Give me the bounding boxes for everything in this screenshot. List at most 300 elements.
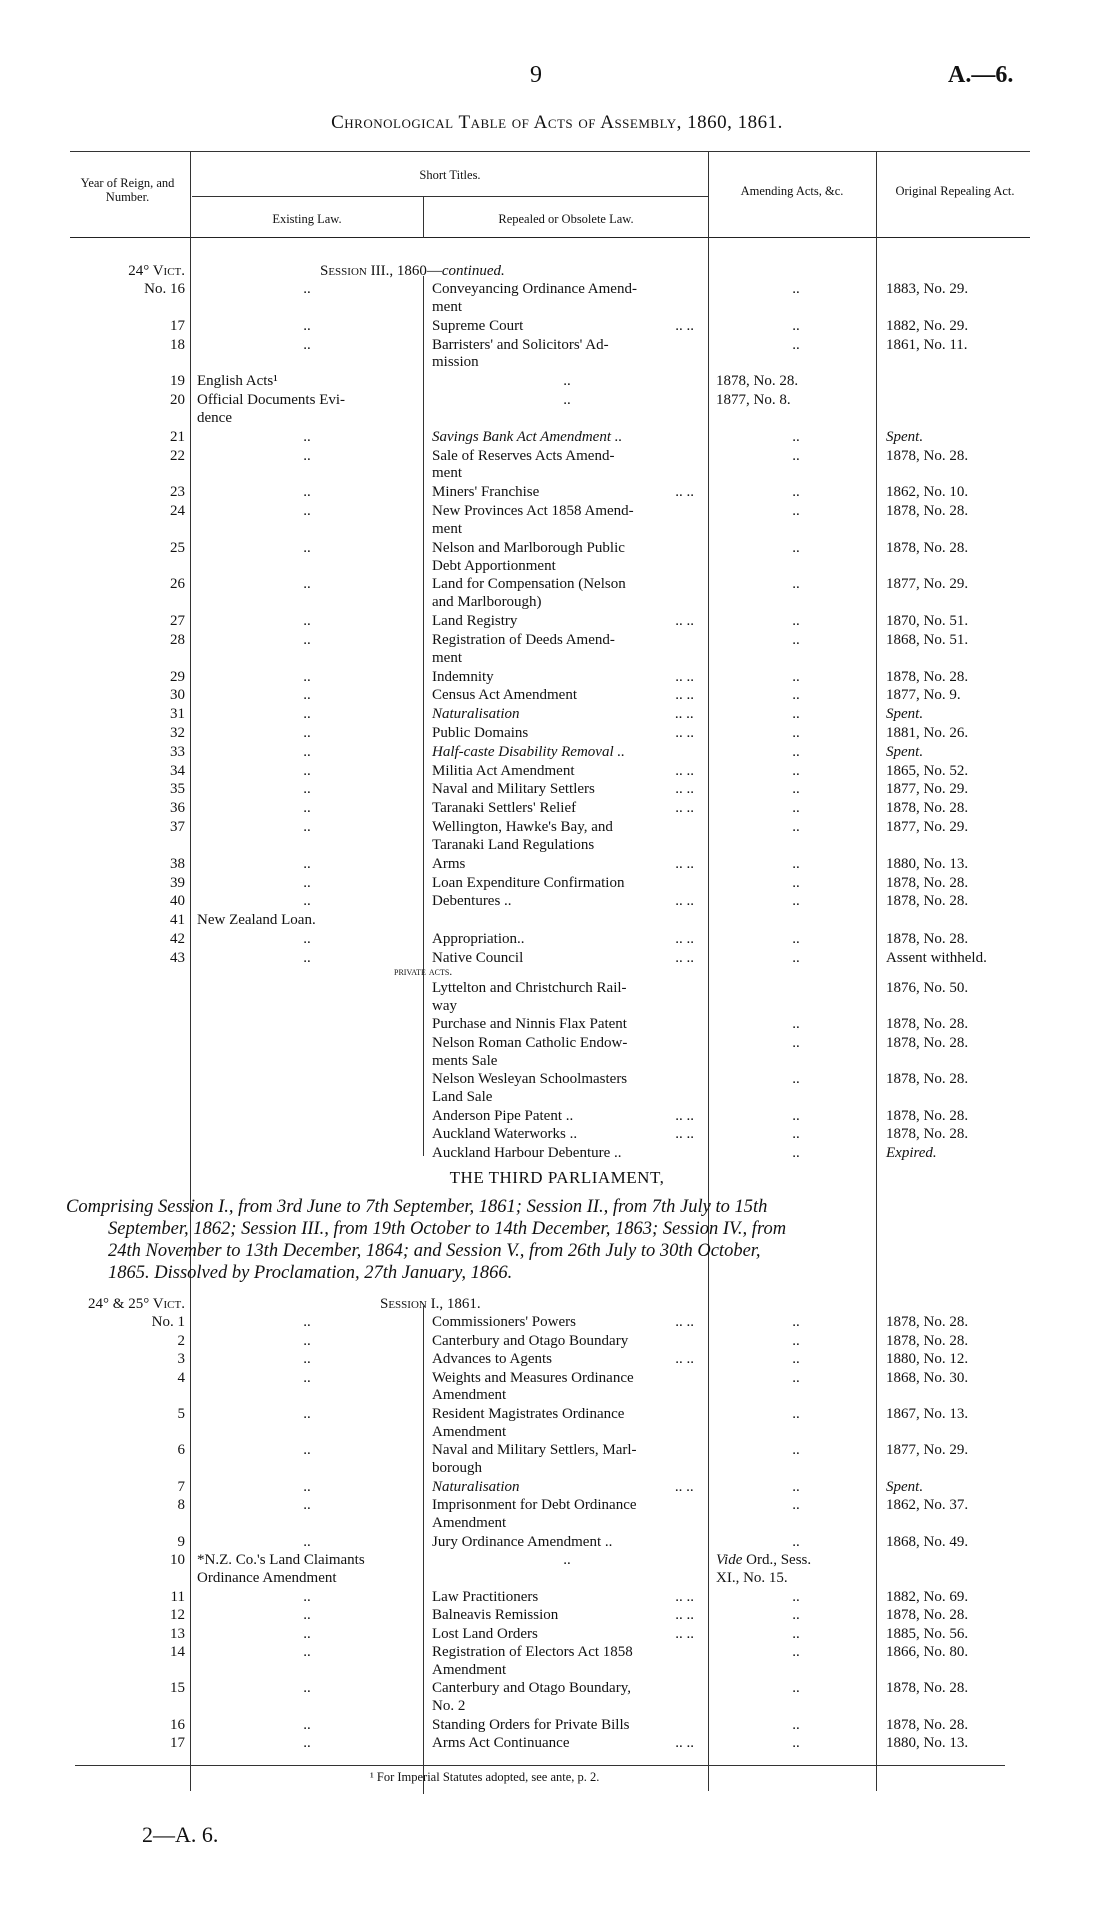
private-act-row-original-repealing-act: 1876, No. 50. — [886, 980, 969, 996]
act-row-b-number: 17 — [170, 1735, 185, 1752]
act-row-b-repealed-law: Canterbury and Otago Boundary — [432, 1332, 629, 1349]
act-row-b-amending-act: .. — [792, 1588, 800, 1605]
act-row-number: 27 — [170, 613, 185, 630]
act-row-b-original-repealing-act: 1880, No. 13. — [886, 1735, 969, 1752]
act-row-number: 28 — [170, 631, 185, 648]
act-row-existing-law: .. — [303, 706, 311, 723]
act-row-number: 42 — [170, 930, 185, 947]
act-row-repealed-law: Land Registry .. .. — [432, 613, 694, 630]
act-row-repealed-law: Naval and Military Settlers .. .. — [432, 781, 694, 798]
act-row-amending-act: .. — [792, 668, 800, 685]
private-act-row-repealed-law: Nelson Wesleyan Schoolmasters — [432, 1071, 628, 1088]
act-row-b-amending-act: .. — [792, 1533, 800, 1550]
act-row-b-existing-law: .. — [303, 1716, 311, 1733]
act-row-b-amending-act: .. — [792, 1314, 800, 1330]
act-row-repealed-law: Nelson and Marlborough Public — [432, 539, 625, 556]
private-act-row-amending-act: .. — [792, 1034, 800, 1051]
private-act-row-repealed-law: Purchase and Ninnis Flax Patent — [432, 1016, 627, 1033]
act-row-repealed-law: .. — [563, 392, 571, 408]
act-row-original-repealing-act: 1861, No. 11. — [886, 336, 968, 353]
act-row-original-repealing-act: 1877, No. 29. — [886, 781, 969, 798]
private-act-row-repealed-law: ments Sale — [432, 1052, 498, 1069]
act-row-number: 29 — [170, 668, 185, 685]
act-row-original-repealing-act: 1878, No. 28. — [886, 800, 969, 817]
act-row-b-original-repealing-act: 1878, No. 28. — [886, 1314, 969, 1330]
act-row-number: 32 — [170, 725, 185, 741]
act-row-repealed-law: Census Act Amendment .. .. — [432, 687, 694, 704]
act-row-b-amending-act: .. — [792, 1644, 800, 1660]
act-row-number: 34 — [170, 762, 185, 779]
act-row-b-original-repealing-act: 1878, No. 28. — [886, 1607, 969, 1623]
act-row-b-number: 3 — [177, 1351, 185, 1367]
act-row-original-repealing-act: 1878, No. 28. — [886, 893, 969, 910]
act-row-amending-act: .. — [792, 281, 800, 297]
act-row-number: 25 — [170, 539, 185, 556]
private-act-row-amending-act: .. — [792, 1071, 800, 1088]
act-row-b-original-repealing-act: Spent. — [886, 1478, 924, 1495]
col-header-year: Year of Reign, and Number. — [80, 176, 175, 204]
act-row-existing-law: .. — [303, 631, 311, 648]
act-row-number: 23 — [170, 484, 185, 501]
act-row-b-number: 6 — [177, 1442, 185, 1459]
private-act-row-amending-act: .. — [792, 1126, 800, 1143]
act-row-amending-act: .. — [792, 855, 800, 872]
act-row-repealed-law: mission — [432, 354, 479, 371]
act-row-repealed-law: Public Domains .. .. — [432, 725, 694, 741]
act-row-repealed-law: New Provinces Act 1858 Amend- — [432, 503, 634, 519]
act-row-b-amending-act: .. — [792, 1442, 800, 1459]
act-row-repealed-law: Militia Act Amendment .. .. — [432, 762, 694, 779]
act-row-original-repealing-act: 1878, No. 28. — [886, 930, 969, 947]
act-row-number: 39 — [170, 874, 185, 891]
leader-dots: .. .. — [675, 1351, 694, 1367]
act-row-repealed-law: Supreme Court .. .. — [432, 317, 694, 334]
act-row-b-repealed-law: Amendment — [432, 1387, 507, 1404]
act-row-original-repealing-act: 1883, No. 29. — [886, 281, 969, 297]
act-row-amending-act: .. — [792, 725, 800, 741]
act-row-b-existing-law: .. — [303, 1478, 311, 1495]
act-row-b-amending-act: .. — [792, 1680, 800, 1697]
private-act-row-original-repealing-act: Expired. — [886, 1144, 937, 1161]
act-row-number: 40 — [170, 893, 185, 910]
act-row-b-amending-act: .. — [792, 1478, 800, 1495]
act-row-b-number: 8 — [177, 1497, 185, 1514]
act-row-b-number: 16 — [170, 1716, 185, 1733]
act-row-number: 17 — [170, 317, 185, 334]
act-row-b-existing-law: .. — [303, 1314, 311, 1330]
private-act-row-repealed-law: Anderson Pipe Patent .. .. .. — [432, 1107, 694, 1124]
act-row-b-amending-act: .. — [792, 1332, 800, 1349]
act-row-original-repealing-act: 1878, No. 28. — [886, 539, 969, 556]
leader-dots: .. .. — [675, 1314, 694, 1330]
act-row-repealed-law: Taranaki Settlers' Relief .. .. — [432, 800, 694, 817]
act-row-repealed-law: Miners' Franchise .. .. — [432, 484, 694, 501]
act-row-repealed-law: Conveyancing Ordinance Amend- — [432, 281, 637, 297]
act-row-existing-law: .. — [303, 743, 311, 760]
act-row-amending-act: .. — [792, 631, 800, 648]
parliament-description-line: Comprising Session I., from 3rd June to 7th September, 1861; Session II., from 7th July to 15th — [66, 1197, 768, 1217]
act-row-b-repealed-law: .. — [563, 1552, 571, 1569]
leader-dots: .. .. — [675, 613, 694, 630]
parliament-description-line: September, 1862; Session III., from 19th October to 14th December, 1863; Session IV., from — [108, 1219, 787, 1239]
act-row-number: 30 — [170, 687, 185, 704]
page-number: 9 — [530, 62, 542, 88]
act-row-existing-law: .. — [303, 613, 311, 630]
private-act-row-original-repealing-act: 1878, No. 28. — [886, 1016, 969, 1033]
act-row-existing-law: .. — [303, 687, 311, 704]
private-act-row-amending-act: .. — [792, 1107, 800, 1124]
act-row-number: 24 — [170, 503, 185, 519]
act-row-existing-law: .. — [303, 428, 311, 445]
doc-reference: A.—6. — [948, 62, 1014, 88]
act-row-original-repealing-act: 1878, No. 28. — [886, 447, 969, 464]
act-row-b-repealed-law: Law Practitioners .. .. — [432, 1588, 694, 1605]
leader-dots: .. .. — [675, 668, 694, 685]
private-act-row-amending-act: .. — [792, 1016, 800, 1033]
act-row-number: 33 — [170, 743, 185, 760]
act-row-original-repealing-act: Spent. — [886, 743, 924, 760]
act-row-b-repealed-law: Commissioners' Powers .. .. — [432, 1314, 694, 1330]
act-row-b-original-repealing-act: 1878, No. 28. — [886, 1716, 969, 1733]
act-row-b-amending-act: .. — [792, 1405, 800, 1422]
act-row-amending-act: .. — [792, 447, 800, 464]
act-row-number: 22 — [170, 447, 185, 464]
act-row-amending-act: .. — [792, 503, 800, 519]
act-row-number: 37 — [170, 819, 185, 835]
leader-dots: .. .. — [675, 725, 694, 741]
act-row-original-repealing-act: 1877, No. 29. — [886, 576, 969, 593]
act-row-b-existing-law: .. — [303, 1497, 311, 1514]
act-row-original-repealing-act: 1870, No. 51. — [886, 613, 969, 630]
act-row-b-number: 2 — [177, 1332, 185, 1349]
act-row-b-existing-law: .. — [303, 1332, 311, 1349]
private-act-row-repealed-law: Lyttelton and Christchurch Rail- — [432, 980, 627, 996]
act-row-original-repealing-act: 1865, No. 52. — [886, 762, 969, 779]
act-row-existing-law: .. — [303, 503, 311, 519]
private-act-row-original-repealing-act: 1878, No. 28. — [886, 1071, 969, 1088]
col-header-existing: Existing Law. — [272, 212, 342, 226]
act-row-existing-law: .. — [303, 949, 311, 966]
leader-dots: .. .. — [675, 855, 694, 872]
act-row-existing-law: New Zealand Loan. — [197, 912, 316, 929]
private-act-row-repealed-law: Auckland Harbour Debenture .. — [432, 1144, 622, 1161]
act-row-b-repealed-law: No. 2 — [432, 1698, 466, 1715]
col-header-repealed: Repealed or Obsolete Law. — [498, 212, 634, 226]
act-row-b-existing-law: .. — [303, 1680, 311, 1697]
act-row-existing-law: .. — [303, 317, 311, 334]
act-row-b-repealed-law: Registration of Electors Act 1858 — [432, 1644, 633, 1660]
act-row-b-amending-act: .. — [792, 1716, 800, 1733]
act-row-existing-law: .. — [303, 668, 311, 685]
act-row-existing-law: .. — [303, 874, 311, 891]
act-row-original-repealing-act: 1862, No. 10. — [886, 484, 969, 501]
act-row-number: 36 — [170, 800, 185, 817]
act-row-amending-act: .. — [792, 781, 800, 798]
act-row-repealed-law: Arms .. .. — [432, 855, 694, 872]
act-row-b-existing-law: *N.Z. Co.'s Land Claimants — [197, 1552, 365, 1569]
footnote: ¹ For Imperial Statutes adopted, see ante, p. 2. — [370, 1770, 600, 1784]
act-row-b-original-repealing-act: 1868, No. 49. — [886, 1533, 969, 1550]
act-row-number: 38 — [170, 855, 185, 872]
leader-dots: .. .. — [675, 893, 694, 910]
act-row-number: 35 — [170, 781, 185, 798]
act-row-b-existing-law: .. — [303, 1625, 311, 1642]
leader-dots: .. .. — [675, 1607, 694, 1623]
act-row-amending-act: .. — [792, 336, 800, 353]
session-continued: continued. — [441, 263, 505, 279]
act-row-repealed-law: ment — [432, 298, 462, 315]
act-row-b-number: 12 — [170, 1607, 185, 1623]
act-row-b-repealed-law: Amendment — [432, 1515, 507, 1532]
act-row-b-amending-act: Vide Ord., Sess. — [716, 1552, 812, 1569]
act-row-b-amending-act: .. — [792, 1735, 800, 1752]
act-row-b-repealed-law: Arms Act Continuance .. .. — [432, 1735, 694, 1752]
private-act-row-original-repealing-act: 1878, No. 28. — [886, 1107, 969, 1124]
act-row-existing-law: .. — [303, 484, 311, 501]
act-row-number: 43 — [170, 949, 185, 966]
act-row-b-original-repealing-act: 1877, No. 29. — [886, 1442, 969, 1459]
page-title: Chronological Table of Acts of Assembly, 1860, 1861. — [331, 112, 783, 133]
act-row-existing-law: English Acts¹ — [197, 373, 278, 390]
act-row-b-repealed-law: Advances to Agents .. .. — [432, 1351, 694, 1367]
act-row-repealed-law: Native Council .. .. — [432, 949, 694, 966]
act-row-b-original-repealing-act: 1866, No. 80. — [886, 1644, 969, 1660]
act-row-b-amending-act: .. — [792, 1625, 800, 1642]
act-row-b-amending-act: .. — [792, 1607, 800, 1623]
act-row-existing-law: .. — [303, 576, 311, 593]
act-row-existing-law: .. — [303, 336, 311, 353]
act-row-b-original-repealing-act: 1878, No. 28. — [886, 1680, 969, 1697]
private-act-row-repealed-law: Land Sale — [432, 1089, 493, 1106]
act-row-amending-act: .. — [792, 687, 800, 704]
act-row-original-repealing-act: Spent. — [886, 428, 924, 445]
leader-dots: .. .. — [675, 800, 694, 817]
parliament-description-line: 1865. Dissolved by Proclamation, 27th January, 1866. — [108, 1263, 513, 1283]
act-row-existing-law: .. — [303, 725, 311, 741]
private-act-row-amending-act: .. — [792, 1144, 800, 1161]
act-row-b-original-repealing-act: 1867, No. 13. — [886, 1405, 969, 1422]
act-row-b-repealed-law: Resident Magistrates Ordinance — [432, 1405, 625, 1422]
act-row-repealed-law: ment — [432, 649, 462, 666]
act-row-repealed-law: Barristers' and Solicitors' Ad- — [432, 336, 609, 353]
act-row-amending-act: 1877, No. 8. — [716, 392, 791, 408]
act-row-number: 19 — [170, 373, 185, 390]
act-row-b-existing-law: .. — [303, 1405, 311, 1422]
signature-mark: 2—A. 6. — [142, 1822, 219, 1847]
act-row-repealed-law: Half-caste Disability Removal .. — [432, 743, 625, 760]
act-row-b-original-repealing-act: 1882, No. 69. — [886, 1588, 969, 1605]
leader-dots: .. .. — [675, 1478, 694, 1495]
leader-dots: .. .. — [675, 317, 694, 334]
act-row-original-repealing-act: 1878, No. 28. — [886, 874, 969, 891]
act-row-b-number: 15 — [170, 1680, 185, 1697]
act-row-b-existing-law: .. — [303, 1588, 311, 1605]
act-row-b-number: 4 — [177, 1369, 185, 1386]
act-row-b-original-repealing-act: 1880, No. 12. — [886, 1351, 969, 1367]
act-row-b-existing-law: .. — [303, 1644, 311, 1660]
col-header-amending: Amending Acts, &c. — [740, 184, 844, 198]
act-row-b-amending-act-cont: XI., No. 15. — [716, 1570, 788, 1586]
private-act-row-repealed-law: Nelson Roman Catholic Endow- — [432, 1034, 628, 1051]
act-row-repealed-law: Savings Bank Act Amendment .. — [432, 428, 623, 445]
act-row-repealed-law — [432, 912, 702, 929]
act-row-repealed-law: Naturalisation .. .. — [432, 706, 694, 723]
act-row-original-repealing-act: 1877, No. 29. — [886, 819, 969, 835]
leader-dots: .. .. — [675, 1735, 694, 1752]
act-row-existing-law: Official Documents Evi- — [197, 392, 346, 408]
act-row-b-number: 7 — [177, 1478, 185, 1495]
reign-label-b: 24° & 25° Vict. — [88, 1296, 185, 1312]
act-row-existing-law: .. — [303, 762, 311, 779]
leader-dots: .. .. — [675, 706, 694, 723]
act-row-existing-law: .. — [303, 281, 311, 297]
act-row-original-repealing-act: 1878, No. 28. — [886, 503, 969, 519]
act-row-b-repealed-law: Naval and Military Settlers, Marl- — [432, 1442, 637, 1459]
act-row-number: 26 — [170, 576, 185, 593]
leader-dots: .. .. — [675, 484, 694, 501]
act-row-amending-act: .. — [792, 930, 800, 947]
act-row-amending-act: .. — [792, 893, 800, 910]
act-row-b-amending-act: .. — [792, 1369, 800, 1386]
act-row-original-repealing-act: 1878, No. 28. — [886, 668, 969, 685]
private-act-row-repealed-law: Auckland Waterworks .. .. .. — [432, 1126, 694, 1143]
act-row-repealed-law: Taranaki Land Regulations — [432, 836, 595, 853]
act-row-amending-act: .. — [792, 576, 800, 593]
act-row-b-repealed-law: Amendment — [432, 1661, 507, 1678]
act-row-original-repealing-act: 1868, No. 51. — [886, 631, 969, 648]
act-row-repealed-law: ment — [432, 520, 462, 537]
act-row-amending-act: .. — [792, 613, 800, 630]
act-row-amending-act: .. — [792, 743, 800, 760]
act-row-repealed-law: Loan Expenditure Confirmation — [432, 874, 625, 891]
act-row-original-repealing-act: 1882, No. 29. — [886, 317, 969, 334]
act-row-b-number: No. 1 — [151, 1314, 185, 1330]
act-row-b-repealed-law: borough — [432, 1460, 482, 1477]
act-row-b-original-repealing-act: 1868, No. 30. — [886, 1369, 969, 1386]
act-row-b-existing-law: .. — [303, 1607, 311, 1623]
act-row-existing-law: .. — [303, 539, 311, 556]
act-row-existing-law: .. — [303, 855, 311, 872]
leader-dots: .. .. — [675, 930, 694, 947]
act-row-b-repealed-law: Weights and Measures Ordinance — [432, 1369, 634, 1386]
session-label: Session III., 1860— — [320, 263, 442, 279]
act-row-amending-act: .. — [792, 484, 800, 501]
act-row-b-amending-act: .. — [792, 1351, 800, 1367]
act-row-b-number: 10 — [170, 1552, 185, 1569]
act-row-b-repealed-law: Naturalisation .. .. — [432, 1478, 694, 1495]
act-row-b-existing-law: .. — [303, 1369, 311, 1386]
act-row-amending-act: .. — [792, 800, 800, 817]
act-row-b-number: 14 — [170, 1644, 185, 1660]
act-row-amending-act: 1878, No. 28. — [716, 373, 799, 390]
act-row-b-existing-law: .. — [303, 1533, 311, 1550]
act-row-original-repealing-act: 1881, No. 26. — [886, 725, 969, 741]
act-row-repealed-law: and Marlborough) — [432, 594, 542, 611]
act-row-original-repealing-act: Assent withheld. — [886, 949, 987, 966]
act-row-repealed-law: Registration of Deeds Amend- — [432, 631, 615, 648]
private-act-row-repealed-law: way — [432, 997, 457, 1014]
act-row-existing-law: .. — [303, 893, 311, 910]
act-row-b-original-repealing-act: 1862, No. 37. — [886, 1497, 969, 1514]
act-row-repealed-law: ment — [432, 465, 462, 482]
act-row-existing-law: .. — [303, 930, 311, 947]
act-row-number: No. 16 — [144, 281, 185, 297]
act-row-repealed-law: Sale of Reserves Acts Amend- — [432, 447, 615, 464]
act-row-b-repealed-law: Amendment — [432, 1423, 507, 1440]
act-row-b-existing-law-cont: Ordinance Amendment — [197, 1570, 337, 1586]
act-row-b-original-repealing-act: 1878, No. 28. — [886, 1332, 969, 1349]
parliament-title: THE THIRD PARLIAMENT, — [449, 1168, 665, 1187]
act-row-b-repealed-law: Canterbury and Otago Boundary, — [432, 1680, 631, 1697]
act-row-amending-act: .. — [792, 762, 800, 779]
col-header-original: Original Repealing Act. — [895, 184, 1015, 198]
act-row-original-repealing-act: 1880, No. 13. — [886, 855, 969, 872]
act-row-b-repealed-law: Imprisonment for Debt Ordinance — [432, 1497, 637, 1514]
leader-dots: .. .. — [675, 1107, 694, 1124]
act-row-existing-law-cont: dence — [197, 409, 232, 426]
act-row-number: 31 — [170, 706, 185, 723]
leader-dots: .. .. — [675, 1588, 694, 1605]
act-row-number: 41 — [170, 912, 185, 929]
act-row-b-repealed-law: Standing Orders for Private Bills — [432, 1716, 630, 1733]
act-row-existing-law: .. — [303, 800, 311, 817]
act-row-b-repealed-law: Jury Ordinance Amendment .. — [432, 1533, 613, 1550]
act-row-b-number: 9 — [177, 1533, 185, 1550]
act-row-amending-act: .. — [792, 819, 800, 835]
act-row-existing-law: .. — [303, 781, 311, 798]
leader-dots: .. .. — [675, 1126, 694, 1143]
act-row-original-repealing-act: Spent. — [886, 706, 924, 723]
private-act-row-original-repealing-act: 1878, No. 28. — [886, 1126, 969, 1143]
act-row-repealed-law: Indemnity .. .. — [432, 668, 694, 685]
act-row-existing-law: .. — [303, 447, 311, 464]
act-row-b-number: 11 — [170, 1588, 185, 1605]
act-row-repealed-law: Appropriation.. .. .. — [432, 930, 694, 947]
act-row-original-repealing-act: 1877, No. 9. — [886, 687, 961, 704]
act-row-b-number: 5 — [177, 1405, 185, 1422]
act-row-repealed-law: Debentures .. .. .. — [432, 893, 694, 910]
private-act-row-original-repealing-act: 1878, No. 28. — [886, 1034, 969, 1051]
act-row-b-existing-law: .. — [303, 1351, 311, 1367]
act-row-existing-law: .. — [303, 819, 311, 835]
act-row-amending-act: .. — [792, 317, 800, 334]
act-row-b-repealed-law: Lost Land Orders .. .. — [432, 1625, 694, 1642]
leader-dots: .. .. — [675, 949, 694, 966]
act-row-repealed-law: Land for Compensation (Nelson — [432, 576, 626, 593]
session-heading-b: Session I., 1861. — [380, 1296, 481, 1312]
act-row-b-original-repealing-act: 1885, No. 56. — [886, 1625, 969, 1642]
act-row-repealed-law: .. — [563, 373, 571, 390]
act-row-b-repealed-law: Balneavis Remission .. .. — [432, 1607, 694, 1623]
session-heading — [320, 263, 505, 280]
act-row-amending-act: .. — [792, 539, 800, 556]
act-row-repealed-law: Wellington, Hawke's Bay, and — [432, 819, 613, 835]
reign-label: 24° Vict. — [128, 263, 185, 279]
leader-dots: .. .. — [675, 781, 694, 798]
private-acts-label: private acts. — [394, 964, 453, 978]
act-row-b-existing-law: .. — [303, 1442, 311, 1459]
leader-dots: .. .. — [675, 687, 694, 704]
act-row-number: 20 — [170, 392, 185, 408]
act-row-number: 21 — [170, 428, 185, 445]
leader-dots: .. .. — [675, 762, 694, 779]
col-header-short-titles: Short Titles. — [419, 168, 481, 182]
act-row-amending-act: .. — [792, 428, 800, 445]
act-row-amending-act: .. — [792, 706, 800, 723]
act-row-amending-act: .. — [792, 949, 800, 966]
act-row-amending-act: .. — [792, 874, 800, 891]
leader-dots: .. .. — [675, 1625, 694, 1642]
